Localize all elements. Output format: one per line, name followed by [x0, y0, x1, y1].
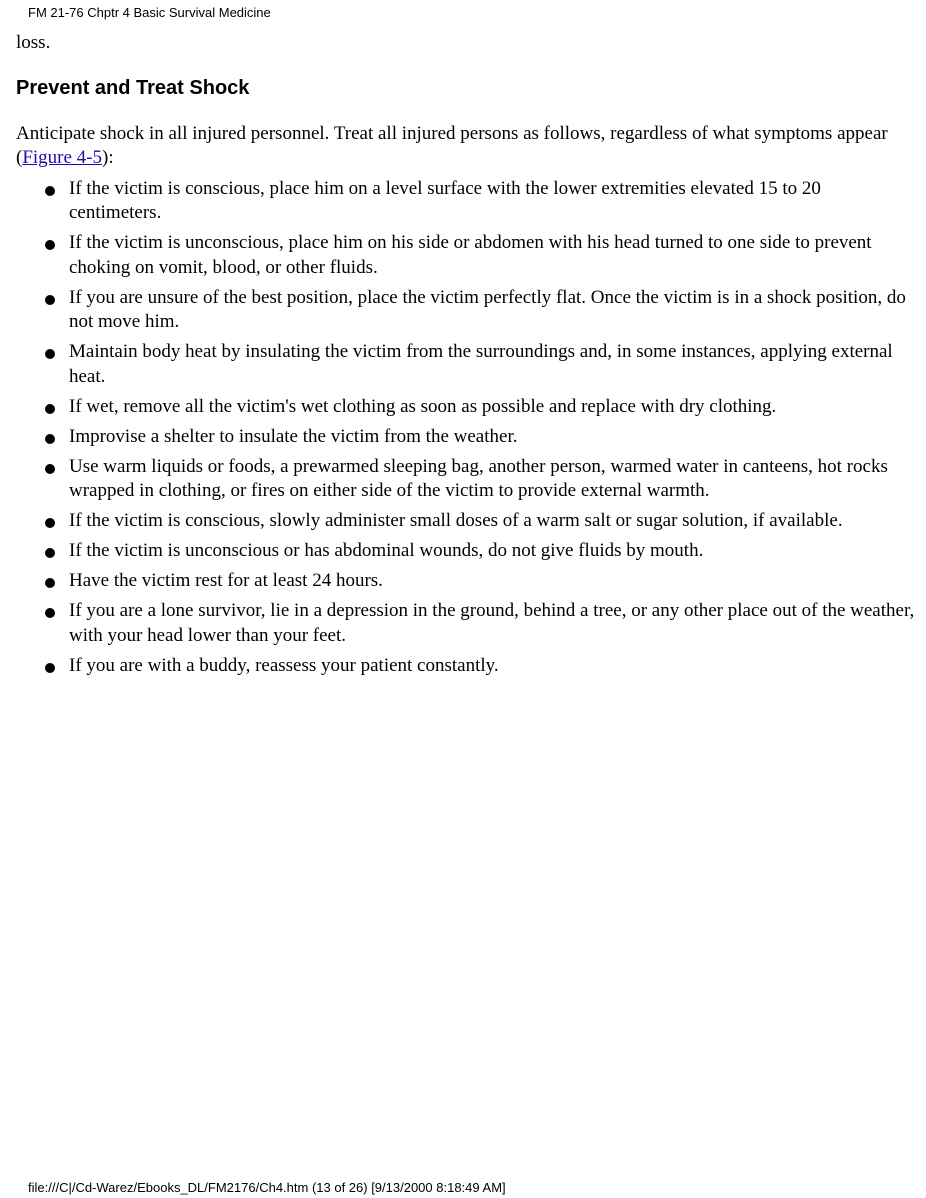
list-item-text: If you are unsure of the best position, place the victim perfectly flat. Once the victim is in a shock position, do not move him.: [69, 286, 906, 332]
intro-paragraph: [16, 122, 916, 171]
continuation-text: loss.: [16, 32, 51, 53]
list-item: [16, 509, 916, 534]
bullet-icon: [45, 404, 55, 414]
list-item-text: Have the victim rest for at least 24 hours.: [69, 570, 383, 591]
bullet-icon: [45, 518, 55, 528]
list-item: [16, 286, 916, 335]
list-item: [16, 569, 916, 594]
list-item: [16, 455, 916, 504]
list-item: [16, 599, 916, 648]
list-item: [16, 231, 916, 280]
list-item-text: Use warm liquids or foods, a prewarmed sleeping bag, another person, warmed water in canteens, hot rocks wrapped in clothing, or fires on either side of the victim to provide external warmth.: [69, 455, 888, 501]
bullet-icon: [45, 464, 55, 474]
print-footer: file:///C|/Cd-Warez/Ebooks_DL/FM2176/Ch4.htm (13 of 26) [9/13/2000 8:18:49 AM]: [28, 1180, 506, 1195]
shock-treatment-list: [16, 177, 916, 679]
bullet-icon: [45, 548, 55, 558]
list-item-text: Maintain body heat by insulating the victim from the surroundings and, in some instances, applying external heat.: [69, 341, 893, 387]
bullet-icon: [45, 578, 55, 588]
intro-text: Anticipate shock in all injured personnel. Treat all injured persons as follows, regardless of what symptoms appear (: [16, 122, 888, 168]
bullet-icon: [45, 349, 55, 359]
bullet-icon: [45, 186, 55, 196]
bullet-icon: [45, 434, 55, 444]
bullet-icon: [45, 608, 55, 618]
list-item: [16, 425, 916, 450]
list-item-text: If you are a lone survivor, lie in a depression in the ground, behind a tree, or any other place out of the weather, with your head lower than your feet.: [69, 600, 915, 646]
list-item-text: If the victim is unconscious, place him on his side or abdomen with his head turned to one side to prevent choking on vomit, blood, or other fluids.: [69, 232, 872, 278]
figure-4-5-link[interactable]: Figure 4-5: [22, 147, 103, 168]
list-item-text: If the victim is unconscious or has abdominal wounds, do not give fluids by mouth.: [69, 540, 704, 561]
list-item-text: If wet, remove all the victim's wet clothing as soon as possible and replace with dry clothing.: [69, 395, 777, 417]
list-item-text: If the victim is conscious, slowly administer small doses of a warm salt or sugar solution, if available.: [69, 510, 843, 531]
list-item: [16, 654, 916, 679]
list-item: [16, 340, 916, 389]
list-item: [16, 539, 916, 564]
bullet-icon: [45, 240, 55, 250]
bullet-icon: [45, 663, 55, 673]
intro-text-end: ):: [102, 147, 114, 168]
list-item-text: If the victim is conscious, place him on a level surface with the lower extremities elevated 15 to 20 centimeters.: [69, 177, 821, 223]
section-heading: Prevent and Treat Shock: [16, 76, 250, 99]
bullet-icon: [45, 295, 55, 305]
document-body: [16, 31, 916, 684]
list-item: [16, 395, 916, 420]
list-item-text: If you are with a buddy, reassess your patient constantly.: [69, 654, 499, 676]
print-header: FM 21-76 Chptr 4 Basic Survival Medicine: [28, 5, 271, 20]
list-item-text: Improvise a shelter to insulate the victim from the weather.: [69, 425, 518, 447]
list-item: [16, 177, 916, 226]
